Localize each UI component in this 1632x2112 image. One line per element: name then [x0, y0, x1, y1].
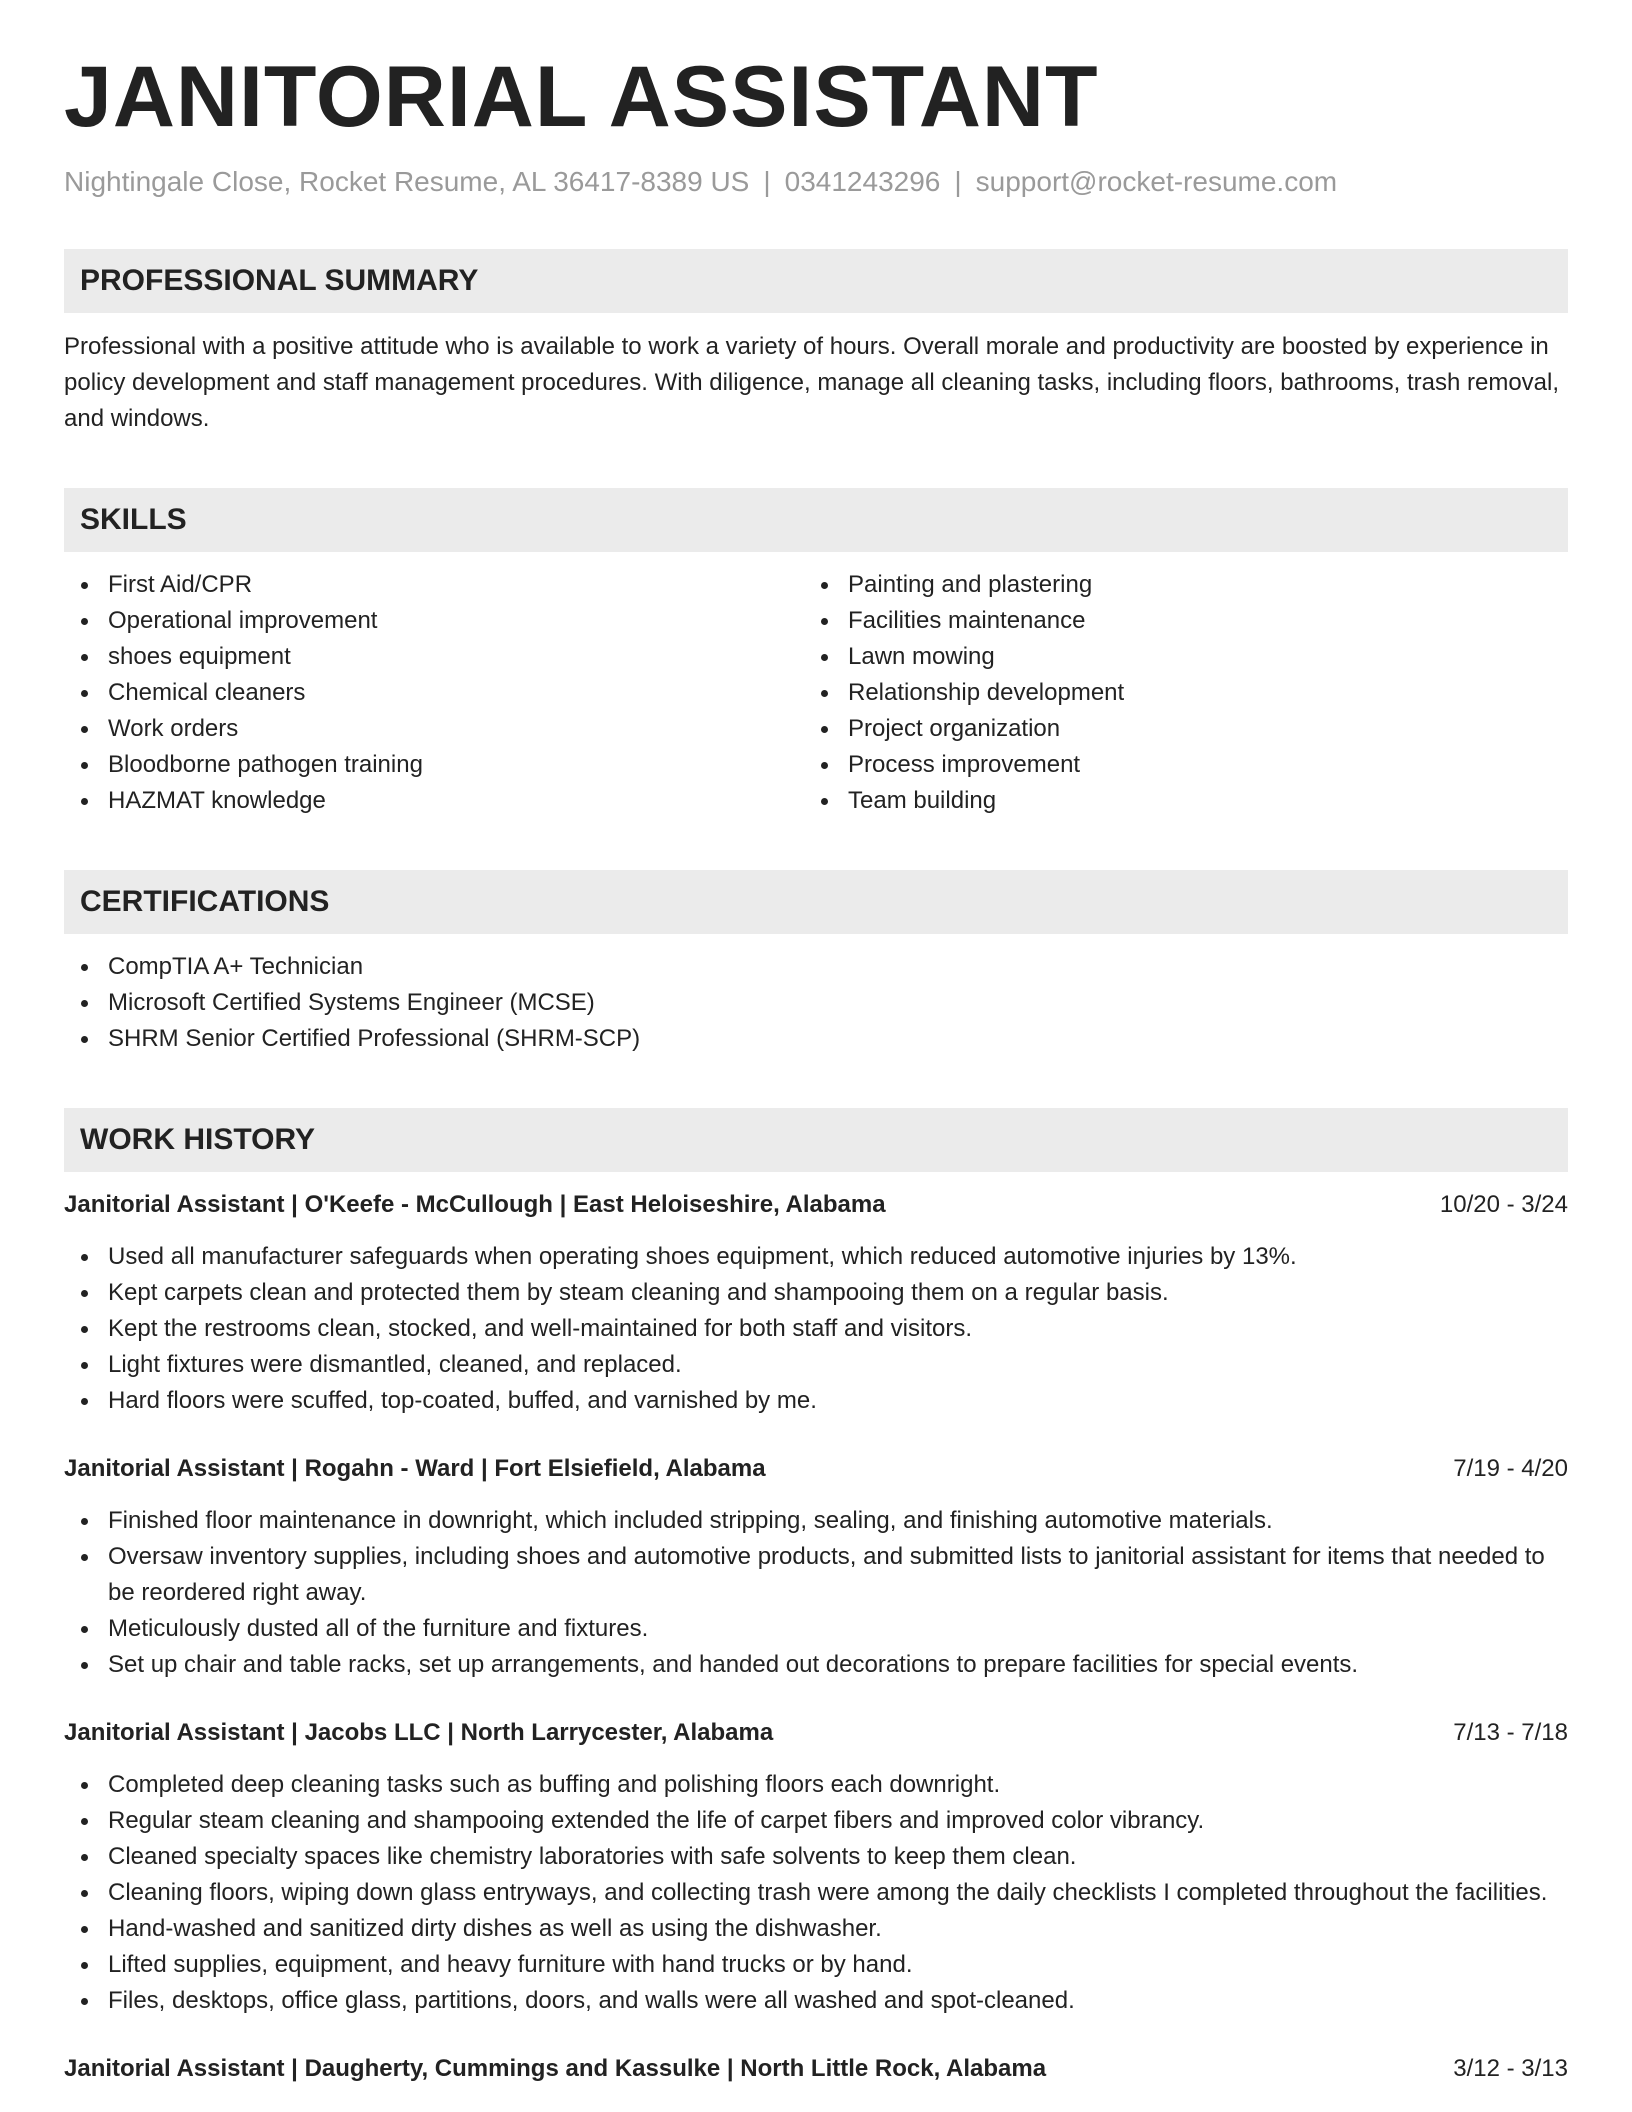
job-entry: [64, 2051, 1568, 2087]
job-title: Janitorial Assistant | Rogahn - Ward | Fort Elsiefield, Alabama: [64, 1455, 766, 1483]
list-item: Meticulously dusted all of the furniture and fixtures.: [64, 1611, 1568, 1647]
job-entry: [64, 1715, 1568, 2019]
candidate-name: JANITORIAL ASSISTANT: [64, 49, 1099, 145]
list-item: Cleaned specialty spaces like chemistry laboratories with safe solvents to keep them clean.: [64, 1839, 1568, 1875]
job-entry: [64, 1187, 1568, 1419]
list-item: Regular steam cleaning and shampooing extended the life of carpet fibers and improved color vibrancy.: [64, 1803, 1568, 1839]
contact-email: support@rocket-resume.com: [975, 165, 1338, 197]
list-item: Files, desktops, office glass, partitions, doors, and walls were all washed and spot-cleaned.: [64, 1983, 1568, 2019]
list-item: Hand-washed and sanitized dirty dishes as well as using the dishwasher.: [64, 1911, 1568, 1947]
list-item: Used all manufacturer safeguards when operating shoes equipment, which reduced automotive injuries by 13%.: [64, 1239, 1568, 1275]
list-item: Relationship development: [804, 675, 1544, 711]
skills-right-list: [804, 567, 1544, 819]
certifications-block: [64, 949, 1568, 1057]
list-item: Operational improvement: [64, 603, 804, 639]
section-title: SKILLS: [80, 503, 187, 537]
job-bullets: [64, 1239, 1568, 1419]
contact-line: [64, 165, 1568, 199]
job-bullets: [64, 1767, 1568, 2019]
section-header-skills: [64, 488, 1568, 552]
list-item: Kept the restrooms clean, stocked, and well-maintained for both staff and visitors.: [64, 1311, 1568, 1347]
list-item: Lifted supplies, equipment, and heavy furniture with hand trucks or by hand.: [64, 1947, 1568, 1983]
job-dates: 3/12 - 3/13: [1453, 2055, 1568, 2083]
list-item: HAZMAT knowledge: [64, 783, 804, 819]
list-item: Work orders: [64, 711, 804, 747]
skills-column-left: [64, 567, 804, 819]
list-item: Project organization: [804, 711, 1544, 747]
job-title: Janitorial Assistant | Daugherty, Cummings and Kassulke | North Little Rock, Alabama: [64, 2055, 1047, 2083]
section-title: WORK HISTORY: [80, 1123, 316, 1157]
list-item: Team building: [804, 783, 1544, 819]
list-item: Set up chair and table racks, set up arrangements, and handed out decorations to prepare facilities for special events.: [64, 1647, 1568, 1683]
job-dates: 7/19 - 4/20: [1453, 1455, 1568, 1483]
section-header-summary: [64, 249, 1568, 313]
contact-separator: |: [954, 165, 962, 197]
list-item: Light fixtures were dismantled, cleaned, and replaced.: [64, 1347, 1568, 1383]
section-title: CERTIFICATIONS: [80, 885, 330, 919]
list-item: SHRM Senior Certified Professional (SHRM-SCP): [64, 1021, 1568, 1057]
list-item: Completed deep cleaning tasks such as buffing and polishing floors each downright.: [64, 1767, 1568, 1803]
skills-column-right: [804, 567, 1544, 819]
job-title: Janitorial Assistant | Jacobs LLC | North Larrycester, Alabama: [64, 1719, 774, 1747]
list-item: Painting and plastering: [804, 567, 1544, 603]
job-header: [64, 1451, 1568, 1487]
job-entry: [64, 1451, 1568, 1683]
list-item: Chemical cleaners: [64, 675, 804, 711]
list-item: CompTIA A+ Technician: [64, 949, 1568, 985]
job-dates: 10/20 - 3/24: [1439, 1191, 1568, 1219]
contact-separator: |: [763, 165, 771, 197]
skills-list: [64, 567, 1568, 819]
job-bullets: [64, 1503, 1568, 1683]
list-item: Facilities maintenance: [804, 603, 1544, 639]
list-item: Oversaw inventory supplies, including shoes and automotive products, and submitted lists to janitorial assistant for items that needed to be reordered right away.: [64, 1539, 1568, 1611]
contact-address: Nightingale Close, Rocket Resume, AL 36417-8389 US: [64, 165, 750, 197]
list-item: Finished floor maintenance in downright, which included stripping, sealing, and finishing automotive materials.: [64, 1503, 1568, 1539]
contact-phone: 0341243296: [784, 165, 941, 197]
list-item: Process improvement: [804, 747, 1544, 783]
summary-text: Professional with a positive attitude who is available to work a variety of hours. Overall morale and productivity are boosted by experience in policy development and staff management procedures. With diligence, manage all cleaning tasks, including floors, bathrooms, trash removal, and windows.: [64, 333, 1560, 433]
list-item: Hard floors were scuffed, top-coated, buffed, and varnished by me.: [64, 1383, 1568, 1419]
skills-left-list: [64, 567, 804, 819]
list-item: Kept carpets clean and protected them by steam cleaning and shampooing them on a regular basis.: [64, 1275, 1568, 1311]
list-item: shoes equipment: [64, 639, 804, 675]
section-header-certifications: [64, 870, 1568, 934]
job-header: [64, 2051, 1568, 2087]
list-item: Bloodborne pathogen training: [64, 747, 804, 783]
certifications-list: [64, 949, 1568, 1057]
section-title: PROFESSIONAL SUMMARY: [80, 264, 479, 298]
list-item: Microsoft Certified Systems Engineer (MCSE): [64, 985, 1568, 1021]
list-item: Lawn mowing: [804, 639, 1544, 675]
job-header: [64, 1187, 1568, 1223]
section-header-work-history: [64, 1108, 1568, 1172]
job-dates: 7/13 - 7/18: [1453, 1719, 1568, 1747]
list-item: Cleaning floors, wiping down glass entryways, and collecting trash were among the daily checklists I completed throughout the facilities.: [64, 1875, 1568, 1911]
list-item: First Aid/CPR: [64, 567, 804, 603]
job-header: [64, 1715, 1568, 1751]
job-title: Janitorial Assistant | O'Keefe - McCullough | East Heloiseshire, Alabama: [64, 1191, 886, 1219]
work-history-list: [64, 1187, 1568, 2087]
